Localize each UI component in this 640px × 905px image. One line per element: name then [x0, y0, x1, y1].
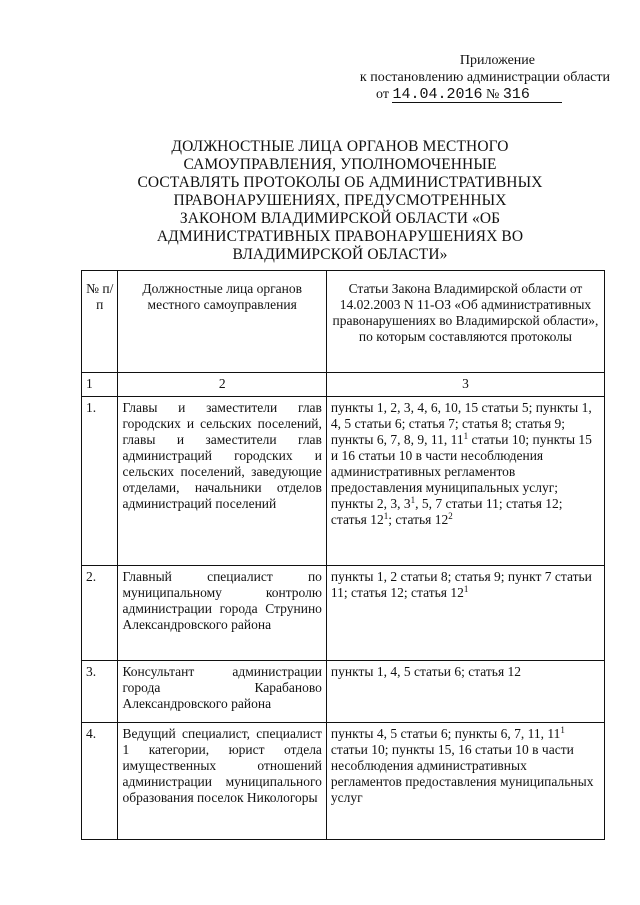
row-number: 1.: [82, 397, 118, 566]
header-articles: Статьи Закона Владимирской области от 14.02.2003 N 11-ОЗ «Об административных правонарушениях во Владимирской области», по которым составляются протоколы: [326, 271, 604, 373]
table-header-row: [82, 271, 605, 373]
title-line: ВЛАДИМИРСКОЙ ОБЛАСТИ»: [232, 246, 448, 263]
from-label: от: [376, 87, 389, 102]
table-row: [82, 723, 605, 840]
decree-date: 14.04.2016: [392, 86, 483, 103]
row-officials: Главы и заместители глав городских и сельских поселений, главы и заместители глав администраций городских и сельских поселений, заведующие отделами, начальники отделов администраций поселений: [118, 397, 326, 566]
title-line: САМОУПРАВЛЕНИЯ, УПОЛНОМОЧЕННЫЕ: [183, 156, 497, 173]
title-line: ПРАВОНАРУШЕНИЯХ, ПРЕДУСМОТРЕННЫХ: [173, 192, 507, 209]
appendix-subtitle: к постановлению администрации области: [359, 70, 610, 85]
decree-number: 316: [502, 86, 530, 103]
table-row: [82, 661, 605, 723]
row-number: 2.: [82, 566, 118, 661]
appendix-title: Приложение: [459, 53, 535, 68]
row-number: 4.: [82, 723, 118, 840]
officials-table: [81, 270, 605, 840]
row-officials: Консультант администрации города Карабаново Александровского района: [118, 661, 326, 723]
title-line: СОСТАВЛЯТЬ ПРОТОКОЛЫ ОБ АДМИНИСТРАТИВНЫХ: [137, 174, 543, 191]
row-articles: пункты 1, 2 статьи 8; статья 9; пункт 7 статьи 11; статья 12; статья $12^1$: [326, 566, 604, 661]
table-row: [82, 397, 605, 566]
appendix-block: [340, 52, 610, 103]
column-number: 3: [326, 373, 604, 397]
appendix-date-line: [376, 86, 610, 103]
row-articles: пункты 1, 2, 3, 4, 6, 10, 15 статьи 5; пункты 1, 4, 5 статьи 6; статья 7; статья 8; статья 9; пункты 6, 7, 8, 9, 11, $11^1$ статьи 10; пункты 15 и 16 статьи 10 в части несоблюдения административных регламентов предоставления муниципальных услуг; пункты 2, 3, $3^1$, 5, 7 статьи 11; статья 12; статья $12^1$; статья $12^2$: [326, 397, 604, 566]
table-row: [82, 566, 605, 661]
row-articles: пункты 1, 4, 5 статьи 6; статья 12: [326, 661, 604, 723]
date-number-underline: [392, 87, 562, 103]
column-number: 1: [82, 373, 118, 397]
column-number-row: [82, 373, 605, 397]
column-number: 2: [118, 373, 326, 397]
title-line: ЗАКОНОМ ВЛАДИМИРСКОЙ ОБЛАСТИ «ОБ: [179, 210, 501, 227]
title-line: АДМИНИСТРАТИВНЫХ ПРАВОНАРУШЕНИЯХ ВО: [156, 228, 524, 245]
header-num: № п/п: [82, 271, 118, 373]
row-articles: пункты 4, 5 статьи 6; пункты 6, 7, 11, $11^1$ статьи 10; пункты 15, 16 статьи 10 в части несоблюдения административных регламентов предоставления муниципальных услуг: [326, 723, 604, 840]
title-line: ДОЛЖНОСТНЫЕ ЛИЦА ОРГАНОВ МЕСТНОГО: [171, 138, 509, 155]
row-officials: Главный специалист по муниципальному контролю администрации города Струнино Александровского района: [118, 566, 326, 661]
header-officials: Должностные лица органов местного самоуправления: [118, 271, 326, 373]
row-officials: Ведущий специалист, специалист 1 категории, юрист отдела имущественных отношений администрации муниципального образования поселок Никологоры: [118, 723, 326, 840]
document-title: [130, 138, 550, 264]
row-number: 3.: [82, 661, 118, 723]
number-sign: №: [485, 87, 500, 102]
